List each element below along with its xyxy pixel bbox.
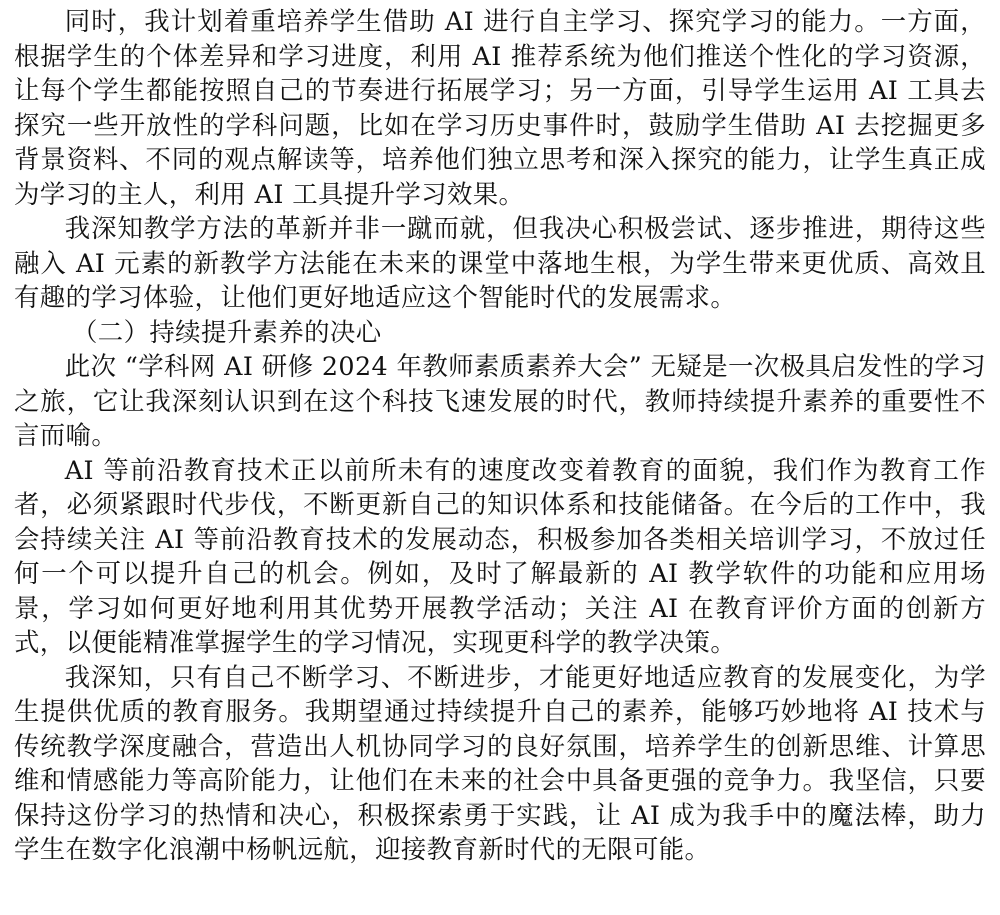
paragraph-frontier-tech: AI 等前沿教育技术正以前所未有的速度改变着教育的面貌，我们作为教育工作者，必须紧跟时代步伐，不断更新自己的知识体系和技能储备。在今后的工作中，我会持续关注 AI 等前沿教育技术的发展动态，积极参加各类相关培训学习，不放过任何一个可以提升自己的机会。例如，及时了解最新的 AI 教学软件的功能和应用场景，学习如何更好地利用其优势开展教学活动；关注 AI 在教育评价方面的创新方式，以便能精准掌握学生的学习情况，实现更科学的教学决策。 (14, 454, 986, 657)
paragraph-conference: 此次 “学科网 AI 研修 2024 年教师素质素养大会” 无疑是一次极具启发性的学习之旅，它让我深刻认识到在这个科技飞速发展的时代，教师持续提升素养的重要性不言而喻。 (14, 351, 986, 450)
paragraph-ai-self-learning: 同时，我计划着重培养学生借助 AI 进行自主学习、探究学习的能力。一方面，根据学生的个体差异和学习进度，利用 AI 推荐系统为他们推送个性化的学习资源，让每个学生都能按照自己的节奏进行拓展学习；另一方面，引导学生运用 AI 工具去探究一些开放性的学科问题，比如在学习历史事件时，鼓励学生借助 AI 去挖掘更多背景资料、不同的观点解读等，培养他们独立思考和深入探究的能力，让学生真正成为学习的主人，利用 AI 工具提升学习效果。 (14, 6, 986, 209)
paragraph-conclusion: 我深知，只有自己不断学习、不断进步，才能更好地适应教育的发展变化，为学生提供优质的教育服务。我期望通过持续提升自己的素养，能够巧妙地将 AI 技术与传统教学深度融合，营造出人机协同学习的良好氛围，培养学生的创新思维、计算思维和情感能力等高阶能力，让他们在未来的社会中具备更强的竞争力。我坚信，只要保持这份学习的热情和决心，积极探索勇于实践，让 AI 成为我手中的魔法棒，助力学生在数字化浪潮中杨帆远航，迎接教育新时代的无限可能。 (14, 661, 986, 864)
section-heading: （二）持续提升素养的决心 (72, 316, 382, 347)
paragraph-teaching-reform: 我深知教学方法的革新并非一蹴而就，但我决心积极尝试、逐步推进，期待这些融入 AI 元素的新教学方法能在未来的课堂中落地生根，为学生带来更优质、高效且有趣的学习体验，让他们更好地适应这个智能时代的发展需求。 (14, 213, 986, 312)
